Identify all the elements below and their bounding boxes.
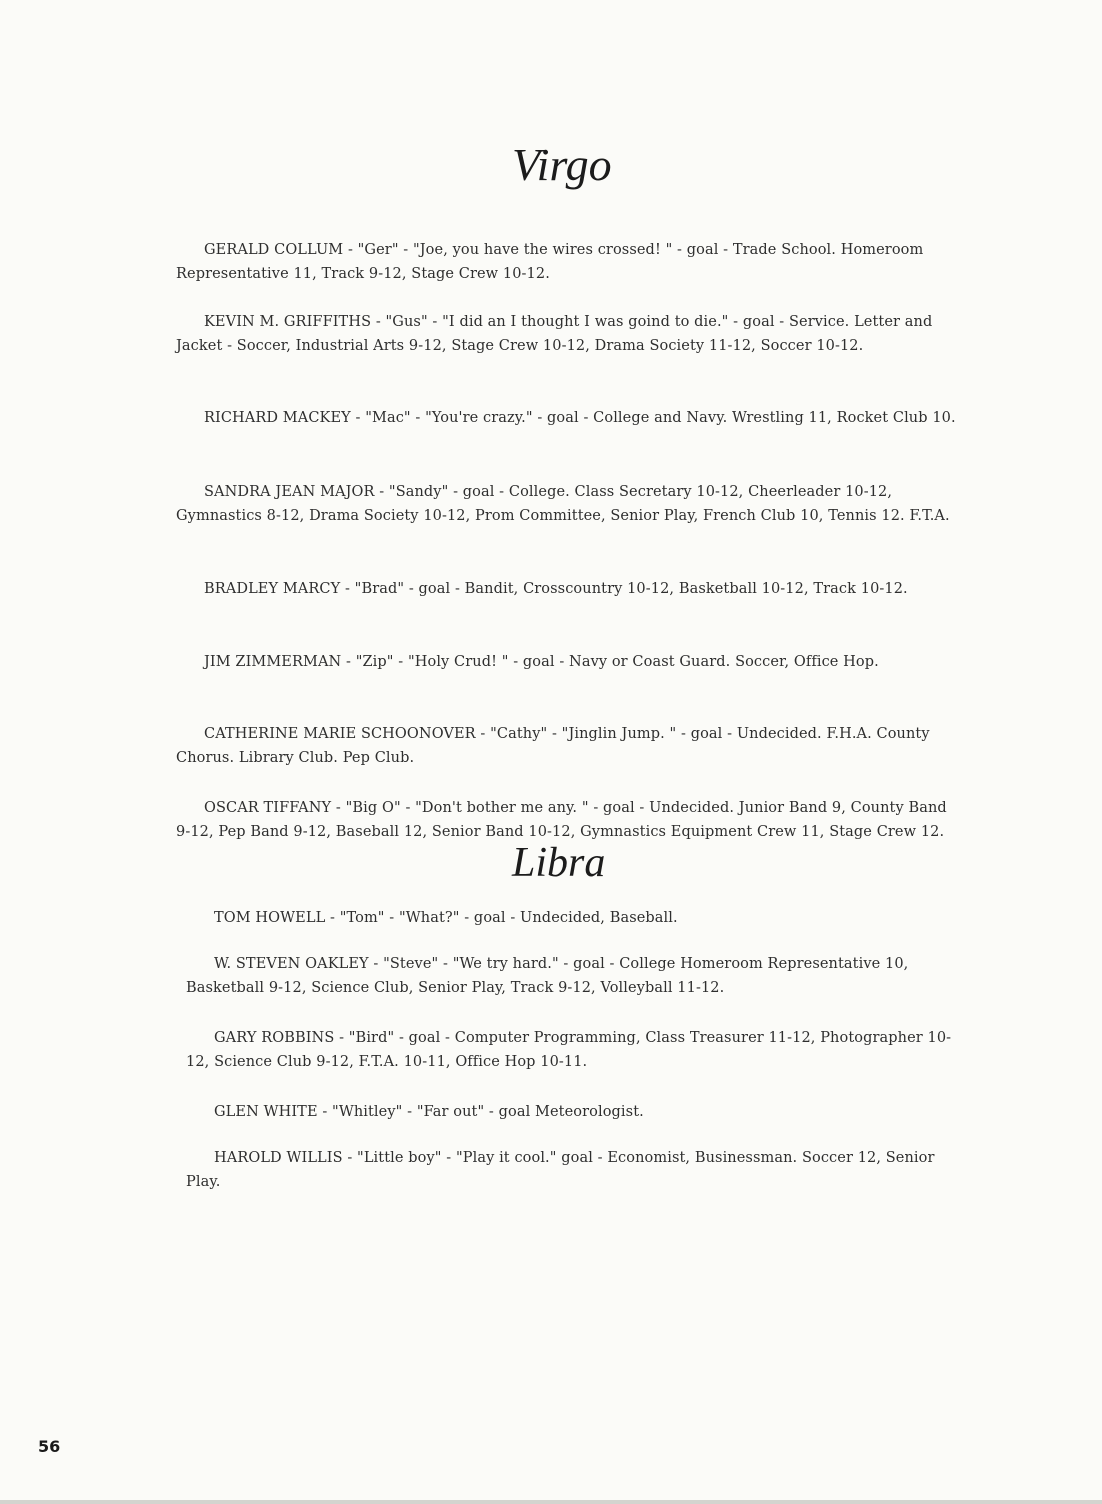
senior-entry: BRADLEY MARCY - "Brad" - goal - Bandit, Crosscountry 10-12, Basketball 10-12, Track 10-12. [204,581,908,597]
senior-entry: OSCAR TIFFANY - "Big O" - "Don't bother me any. " - goal - Undecided. Junior Band 9, County Band 9-12, Pep Band 9-12, Baseball 12, Senior Band 10-12, Gymnastics Equipment Crew 11, Stage Crew 12. [176,800,947,840]
senior-entry: TOM HOWELL - "Tom" - "What?" - goal - Undecided, Baseball. [214,910,678,926]
page-number: 56 [38,1437,61,1456]
senior-entry: SANDRA JEAN MAJOR - "Sandy" - goal - College. Class Secretary 10-12, Cheerleader 10-12, Gymnastics 8-12, Drama Society 10-12, Prom Committee, Senior Play, French Club 10, Tennis 12. F.T.A. [176,484,950,524]
page-edge-divider [0,1500,1102,1504]
section-title-virgo: Virgo [512,139,612,190]
senior-entry: GLEN WHITE - "Whitley" - "Far out" - goal Meteorologist. [214,1104,644,1120]
senior-entry: W. STEVEN OAKLEY - "Steve" - "We try hard." - goal - College Homeroom Representative 10, Basketball 9-12, Science Club, Senior Play, Track 9-12, Volleyball 11-12. [186,956,909,996]
senior-entry: GARY ROBBINS - "Bird" - goal - Computer Programming, Class Treasurer 11-12, Photographer 10-12, Science Club 9-12, F.T.A. 10-11, Office Hop 10-11. [186,1030,952,1070]
senior-entry: RICHARD MACKEY - "Mac" - "You're crazy." - goal - College and Navy. Wrestling 11, Rocket Club 10. [204,410,956,426]
section-title-libra: Libra [512,840,606,886]
senior-entry: KEVIN M. GRIFFITHS - "Gus" - "I did an I thought I was goind to die." - goal - Service. Letter and Jacket - Soccer, Industrial Arts 9-12, Stage Crew 10-12, Drama Society 11-12, Soccer 10-12. [176,314,933,354]
senior-entry: JIM ZIMMERMAN - "Zip" - "Holy Crud! " - goal - Navy or Coast Guard. Soccer, Office Hop. [204,654,879,670]
senior-entry: HAROLD WILLIS - "Little boy" - "Play it cool." goal - Economist, Businessman. Soccer 12, Senior Play. [186,1150,935,1190]
senior-entry: GERALD COLLUM - "Ger" - "Joe, you have the wires crossed! " - goal - Trade School. Homeroom Representative 11, Track 9-12, Stage Crew 10-12. [176,242,924,282]
senior-entry: CATHERINE MARIE SCHOONOVER - "Cathy" - "Jinglin Jump. " - goal - Undecided. F.H.A. County Chorus. Library Club. Pep Club. [176,726,930,766]
